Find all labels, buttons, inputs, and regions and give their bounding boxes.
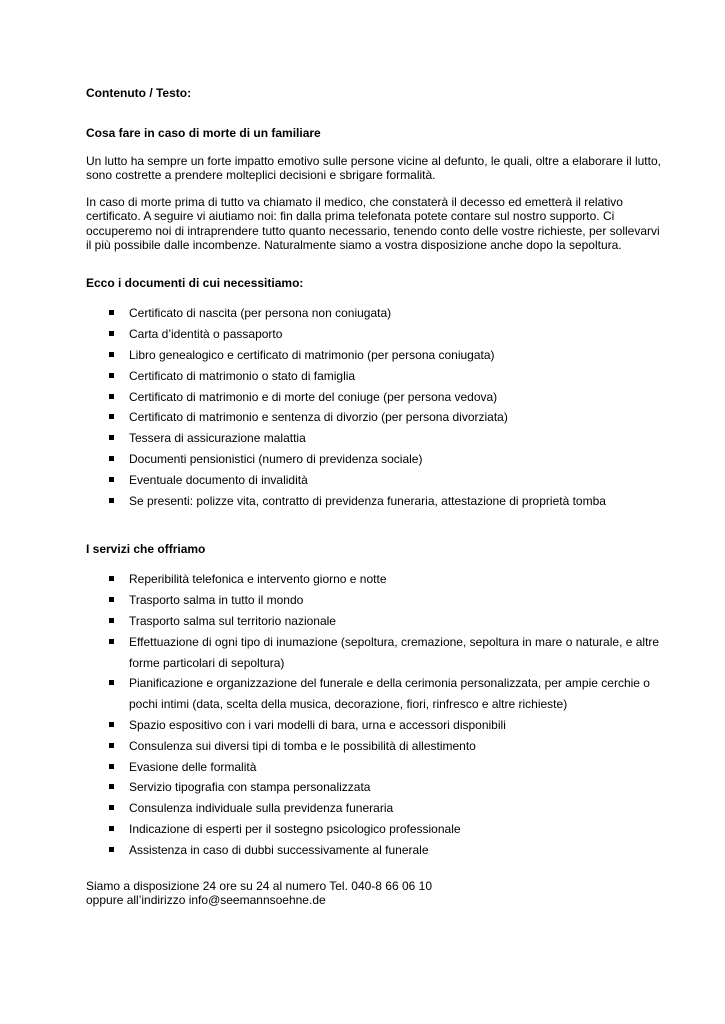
bullet-icon [109,784,114,789]
bullet-icon [109,414,114,419]
bullet-icon [109,743,114,748]
bullet-icon [109,597,114,602]
bullet-icon [109,826,114,831]
list-item: Effettuazione di ogni tipo di inumazione (sepoltura, cremazione, sepoltura in mare o naturale, e altre forme particolari di sepoltura) [86,632,665,674]
list-item: Spazio espositivo con i vari modelli di bara, urna e accessori disponibili [86,715,665,736]
bullet-icon [109,764,114,769]
list-item: Trasporto salma in tutto il mondo [86,590,665,611]
list-item: Consulenza individuale sulla previdenza funeraria [86,798,665,819]
bullet-icon [109,639,114,644]
services-title: I servizi che offriamo [86,542,206,557]
list-item: Reperibilità telefonica e intervento giorno e notte [86,569,665,590]
contact-phone-line: Siamo a disposizione 24 ore su 24 al numero Tel. 040-8 66 06 10 [86,878,433,893]
bullet-icon [109,576,114,581]
bullet-icon [109,722,114,727]
bullet-icon [109,373,114,378]
list-item: Evasione delle formalità [86,757,665,778]
list-item: Eventuale documento di invalidità [86,470,665,491]
header-label: Contenuto / Testo: [86,86,192,100]
documents-title: Ecco i documenti di cui necessitiamo: [86,276,304,291]
list-item: Assistenza in caso di dubbi successivamente al funerale [86,840,665,861]
bullet-icon [109,680,114,685]
list-item: Certificato di matrimonio e di morte del coniuge (per persona vedova) [86,387,665,408]
list-item: Servizio tipografia con stampa personalizzata [86,777,665,798]
list-item: Carta d’identità o passaporto [86,324,665,345]
bullet-icon [109,394,114,399]
list-item: Consulenza sui diversi tipi di tomba e le possibilità di allestimento [86,736,665,757]
contact-block [86,879,665,908]
intro-paragraph-1: Un lutto ha sempre un forte impatto emotivo sulle persone vicine al defunto, le quali, oltre a elaborare il lutto, sono costrette a prendere molteplici decisioni e sbrigare formalità. [86,154,661,183]
documents-list [86,303,665,511]
bullet-icon [109,477,114,482]
bullet-icon [109,805,114,810]
list-item: Libro genealogico e certificato di matrimonio (per persona coniugata) [86,345,665,366]
bullet-icon [109,498,114,503]
list-item: Certificato di matrimonio o stato di famiglia [86,366,665,387]
list-item: Trasporto salma sul territorio nazionale [86,611,665,632]
bullet-icon [109,352,114,357]
page-title: Cosa fare in caso di morte di un familiare [86,126,321,140]
bullet-icon [109,310,114,315]
services-list [86,569,665,860]
contact-email-line: oppure all’indirizzo info@seemannsoehne.de [86,892,326,907]
bullet-icon [109,847,114,852]
list-item: Certificato di nascita (per persona non coniugata) [86,303,665,324]
list-item: Pianificazione e organizzazione del funerale e della cerimonia personalizzata, per ampie cerchie o pochi intimi (data, scelta della musica, decorazione, fiori, rinfresco e altre richieste) [86,673,665,715]
list-item: Indicazione di esperti per il sostegno psicologico professionale [86,819,665,840]
list-item: Se presenti: polizze vita, contratto di previdenza funeraria, attestazione di proprietà tomba [86,491,665,512]
intro-paragraph-2: In caso di morte prima di tutto va chiamato il medico, che constaterà il decesso ed emetterà il relativo certificato. A seguire vi aiutiamo noi: fin dalla prima telefonata potete contare sul nostro supporto. Ci occuperemo noi di intraprendere tutto quanto necessario, tenendo conto delle vostre richieste, per sollevarvi il più possibile dalle incombenze. Naturalmente siamo a vostra disposizione anche dopo la sepoltura. [86,194,660,253]
bullet-icon [109,618,114,623]
list-item: Certificato di matrimonio e sentenza di divorzio (per persona divorziata) [86,407,665,428]
bullet-icon [109,435,114,440]
bullet-icon [109,331,114,336]
bullet-icon [109,456,114,461]
list-item: Tessera di assicurazione malattia [86,428,665,449]
list-item: Documenti pensionistici (numero di previdenza sociale) [86,449,665,470]
